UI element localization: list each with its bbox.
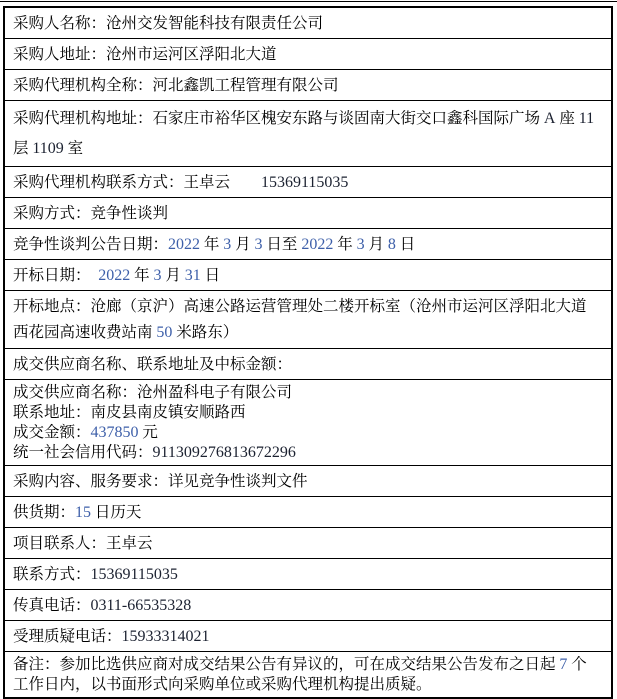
text-line — [13, 403, 605, 423]
number-segment: 15933314021 — [121, 628, 210, 645]
text-segment: 工作日内，以书面形式向采购单位或采购代理机构提出质疑。 — [13, 676, 432, 693]
text-segment: 竞争性谈判公告日期： — [13, 236, 169, 253]
text-segment: 米路东） — [172, 324, 239, 341]
number-segment: A — [543, 110, 556, 127]
table-row-announcement-period — [5, 229, 611, 260]
text-line — [13, 596, 605, 615]
table-row-winner-details — [5, 380, 611, 466]
text-line — [13, 655, 605, 675]
text-segment: 层 — [13, 140, 33, 157]
text-line — [13, 383, 605, 403]
table-row-bid-opening-location — [5, 291, 611, 349]
text-segment: 日历天 — [91, 504, 142, 521]
table-row-procurement-method — [5, 198, 611, 229]
table-row-agency-address — [5, 101, 611, 167]
text-line — [13, 14, 605, 33]
number-segment: 2022 — [301, 236, 334, 253]
number-segment: 911309276813672296 — [152, 444, 296, 461]
text-segment: 采购内容、服务要求：详见竞争性谈判文件 — [13, 473, 308, 490]
number-segment: 2022 — [98, 267, 131, 284]
top-rule-divider — [0, 1, 617, 2]
text-line — [13, 134, 605, 164]
number-segment: 2022 — [168, 236, 201, 253]
text-line — [13, 627, 605, 646]
table-row-inquiry-phone — [5, 621, 611, 652]
number-segment: 0311-66535328 — [90, 597, 192, 614]
text-segment: 个 — [567, 656, 587, 673]
text-line — [13, 45, 605, 64]
table-row-purchaser-name — [5, 8, 611, 39]
text-line — [13, 320, 605, 346]
text-segment: 元 — [138, 424, 158, 441]
text-segment: 项目联系人：王卓云 — [13, 535, 153, 552]
number-segment: 3 — [356, 236, 365, 253]
text-line — [13, 534, 605, 553]
table-row-bid-opening-date — [5, 260, 611, 291]
text-line — [13, 173, 605, 192]
text-segment: 西花园高速收费站南 — [13, 324, 157, 341]
text-segment: 采购人名称：沧州交发智能科技有限责任公司 — [13, 15, 324, 32]
procurement-result-table — [3, 6, 613, 699]
text-line — [13, 266, 605, 285]
number-segment: 8 — [387, 236, 396, 253]
text-segment: 座 — [555, 110, 579, 127]
text-line — [13, 472, 605, 491]
table-row-purchaser-address — [5, 39, 611, 70]
table-row-delivery-period — [5, 497, 611, 528]
table-row-procurement-content — [5, 466, 611, 497]
number-segment: 7 — [559, 656, 568, 673]
text-line — [13, 443, 605, 463]
number-segment: 11 — [578, 110, 595, 127]
text-segment: 月 — [364, 236, 388, 253]
text-segment: 月 — [161, 267, 185, 284]
text-segment: 年 — [200, 236, 224, 253]
text-line — [13, 76, 605, 95]
text-segment: 开标日期： — [13, 267, 99, 284]
number-segment: 50 — [156, 324, 173, 341]
text-segment: 采购人地址：沧州市运河区浮阳北大道 — [13, 46, 277, 63]
text-line — [13, 355, 605, 374]
text-segment: 联系方式： — [13, 566, 91, 583]
text-segment: 年 — [333, 236, 357, 253]
text-segment: 年 — [130, 267, 154, 284]
text-segment: 采购代理机构全称：河北鑫凯工程管理有限公司 — [13, 77, 339, 94]
number-segment: 437850 — [90, 424, 139, 441]
text-line — [13, 235, 605, 254]
number-segment: 3 — [223, 236, 232, 253]
table-row-winner-section-header — [5, 349, 611, 380]
text-line — [13, 204, 605, 223]
text-segment: 开标地点：沧廊（京沪）高速公路运营管理处二楼开标室（沧州市运河区浮阳北大道 — [13, 298, 587, 315]
text-segment: 日至 — [262, 236, 302, 253]
text-segment: 采购代理机构联系方式：王卓云 — [13, 174, 262, 191]
number-segment: 3 — [254, 236, 263, 253]
text-segment: 备注：参加比选供应商对成交结果公告有异议的，可在成交结果公告发布之日起 — [13, 656, 560, 673]
table-row-agency-contact — [5, 167, 611, 198]
table-row-remarks — [5, 652, 611, 697]
number-segment: 3 — [153, 267, 162, 284]
text-line — [13, 423, 605, 443]
text-segment: 月 — [231, 236, 255, 253]
text-segment: 受理质疑电话： — [13, 628, 122, 645]
text-line — [13, 294, 605, 320]
text-segment: 成交供应商名称、联系地址及中标金额： — [13, 356, 293, 373]
text-segment: 日 — [200, 267, 221, 284]
text-line — [13, 104, 605, 134]
text-line — [13, 503, 605, 522]
text-segment: 供货期： — [13, 504, 76, 521]
number-segment: 15369115035 — [261, 174, 349, 191]
text-segment: 日 — [395, 236, 416, 253]
text-line — [13, 565, 605, 584]
table-row-fax-number — [5, 590, 611, 621]
text-segment: 成交金额： — [13, 424, 91, 441]
number-segment: 1109 — [32, 140, 64, 157]
text-segment: 成交供应商名称：沧州盈科电子有限公司 — [13, 384, 293, 401]
number-segment: 15 — [75, 504, 92, 521]
text-segment: 统一社会信用代码： — [13, 444, 153, 461]
text-segment: 采购代理机构地址：石家庄市裕华区槐安东路与谈固南大街交口鑫科国际广场 — [13, 110, 544, 127]
number-segment: 15369115035 — [90, 566, 178, 583]
text-segment: 采购方式：竞争性谈判 — [13, 205, 169, 222]
text-segment: 联系地址：南皮县南皮镇安顺路西 — [13, 404, 246, 421]
text-segment: 传真电话： — [13, 597, 91, 614]
table-row-project-contact — [5, 528, 611, 559]
number-segment: 31 — [184, 267, 201, 284]
table-row-agency-name — [5, 70, 611, 101]
text-segment: 室 — [63, 140, 84, 157]
text-line — [13, 675, 605, 695]
table-row-contact-phone — [5, 559, 611, 590]
